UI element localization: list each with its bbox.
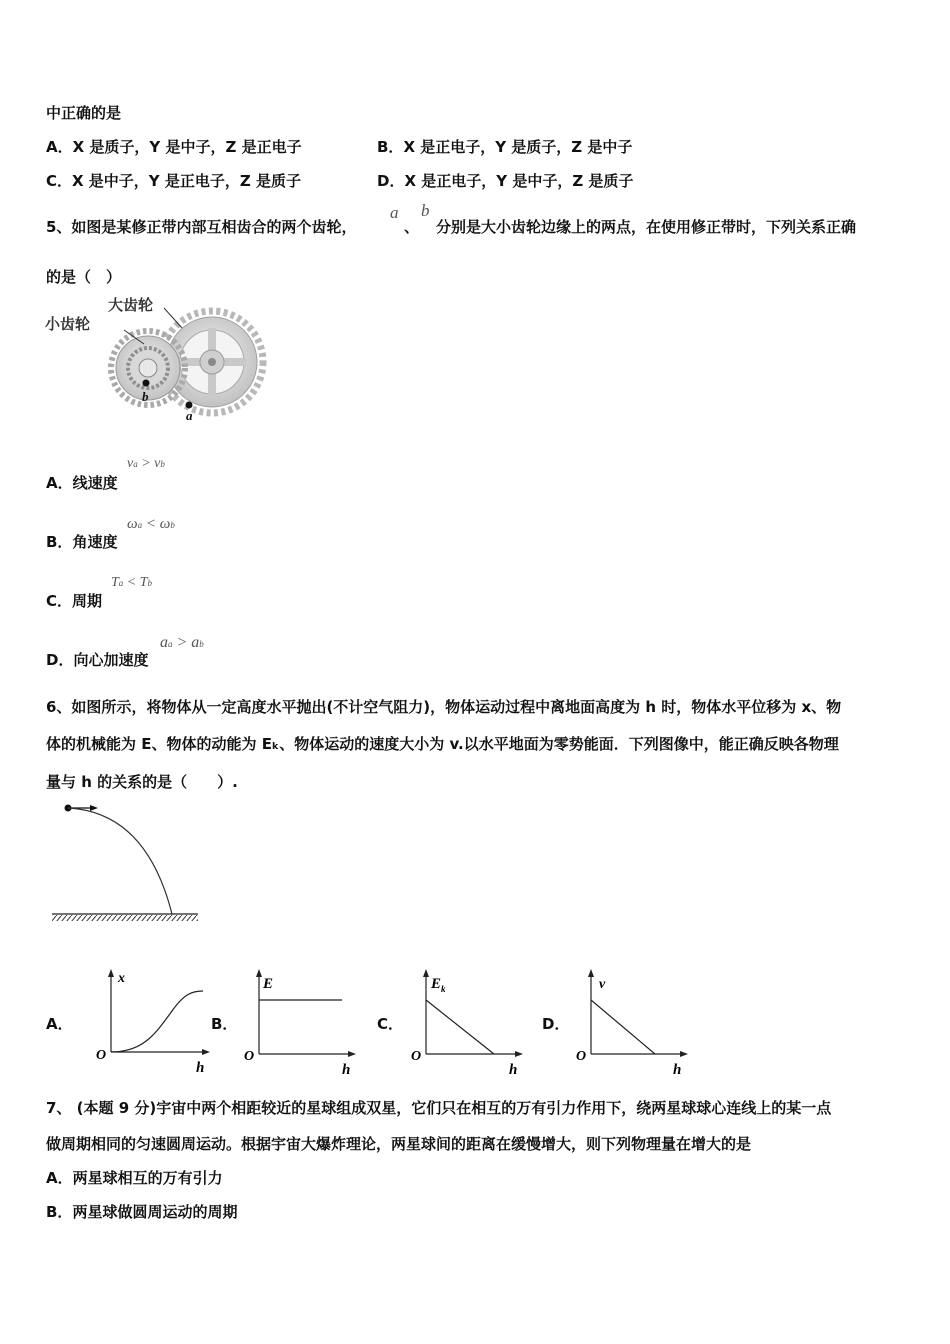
graph-b-xlabel: h <box>342 1062 351 1078</box>
graph-b-label: B． <box>211 1015 238 1033</box>
big-gear-leader <box>164 308 182 328</box>
q7-line2: 做周期相同的匀速圆周运动。根据宇宙大爆炸理论，两星球间的距离在缓慢增大，则下列物理量在增大的是 <box>46 1135 752 1153</box>
q4-stem-tail: 中正确的是 <box>46 104 122 122</box>
graph-a-ylabel: x <box>118 971 125 986</box>
graph-b-ylabel: E <box>263 976 274 992</box>
graph-d-y-arrow <box>588 969 594 977</box>
graph-b <box>240 966 360 1078</box>
q5-option-a-formula: va > vb <box>127 456 165 471</box>
gears-figure <box>40 292 270 424</box>
small-gear-label: 小齿轮 <box>45 315 91 333</box>
q4-option-d: D．X 是正电子，Y 是中子，Z 是质子 <box>377 172 634 190</box>
q4-option-a: A．X 是质子，Y 是中子，Z 是正电子 <box>46 138 302 156</box>
q6-line3: 量与 h 的关系的是（ ）. <box>46 773 238 791</box>
q5-sep: 、 <box>404 218 420 236</box>
graph-c-origin: O <box>411 1049 422 1064</box>
graph-a <box>92 966 212 1078</box>
graph-b-x-arrow <box>348 1051 356 1057</box>
q6-line1: 6、如图所示，将物体从一定高度水平抛出(不计空气阻力)，物体运动过程中离地面高度为 h 时，物体水平位移为 x、物 <box>46 698 842 716</box>
graph-a-curve <box>111 991 203 1052</box>
q5-option-a: A．线速度 <box>46 474 118 492</box>
q6-line2: 体的机械能为 E、物体的动能为 Eₖ、物体运动的速度大小为 v.以水平地面为零势能面．下列图像中，能正确反映各物理 <box>46 735 839 753</box>
q5-option-c: C．周期 <box>46 592 103 610</box>
graph-a-xlabel: h <box>196 1060 205 1076</box>
graph-d-origin: O <box>576 1049 587 1064</box>
graph-d-xlabel: h <box>673 1062 682 1078</box>
graph-a-y-arrow <box>108 969 114 977</box>
trajectory-curve <box>68 808 172 914</box>
q5-option-d: D．向心加速度 <box>46 651 149 669</box>
projectile-figure <box>46 796 206 932</box>
q5-option-c-formula: Ta < Tb <box>111 575 153 590</box>
q5-stem-line2: 的是（ ） <box>46 268 122 286</box>
graph-c-ylabel: E <box>431 976 442 992</box>
q5-stem-part2: 分别是大小齿轮边缘上的两点，在使用修正带时，下列关系正确 <box>436 218 857 236</box>
graph-b-origin: O <box>244 1049 255 1064</box>
ground-hatch <box>52 915 198 921</box>
q7-option-b: B．两星球做圆周运动的周期 <box>46 1203 238 1221</box>
q7-option-a: A．两星球相互的万有引力 <box>46 1169 223 1187</box>
graph-c <box>407 966 527 1078</box>
point-a-label: a <box>186 408 193 423</box>
point-b-dot <box>143 380 150 387</box>
graph-a-origin: O <box>96 1048 107 1063</box>
q5-point-a: a <box>390 203 399 222</box>
graph-d-label: D． <box>542 1015 570 1033</box>
q5-option-d-formula: aa > ab <box>160 634 204 651</box>
q5-option-b: B．角速度 <box>46 533 118 551</box>
q7-line1: 7、 (本题 9 分)宇宙中两个相距较近的星球组成双星，它们只在相互的万有引力作用下，绕两星球球心连线上的某一点 <box>46 1099 832 1117</box>
q5-point-b: b <box>421 201 430 220</box>
graph-c-y-arrow <box>423 969 429 977</box>
q4-option-c: C．X 是中子，Y 是正电子，Z 是质子 <box>46 172 301 190</box>
q5-option-b-formula: ωa < ωb <box>127 516 175 532</box>
q5-stem-part1: 5、如图是某修正带内部互相齿合的两个齿轮， <box>46 218 357 236</box>
graph-d <box>572 966 692 1078</box>
graph-c-ysub: k <box>441 984 446 994</box>
graph-a-x-arrow <box>202 1049 210 1055</box>
q4-option-b: B．X 是正电子，Y 是质子，Z 是中子 <box>377 138 633 156</box>
graph-b-y-arrow <box>256 969 262 977</box>
point-b-label: b <box>142 389 149 404</box>
graph-c-xlabel: h <box>509 1062 518 1078</box>
big-gear-label: 大齿轮 <box>108 296 154 314</box>
graph-d-x-arrow <box>680 1051 688 1057</box>
graph-d-ylabel: v <box>599 977 606 992</box>
graph-d-line <box>591 1000 655 1054</box>
graph-c-label: C． <box>377 1015 404 1033</box>
graph-c-x-arrow <box>515 1051 523 1057</box>
velocity-arrowhead <box>90 805 98 811</box>
graph-a-label: A． <box>46 1015 73 1033</box>
graph-c-line <box>426 1000 494 1054</box>
